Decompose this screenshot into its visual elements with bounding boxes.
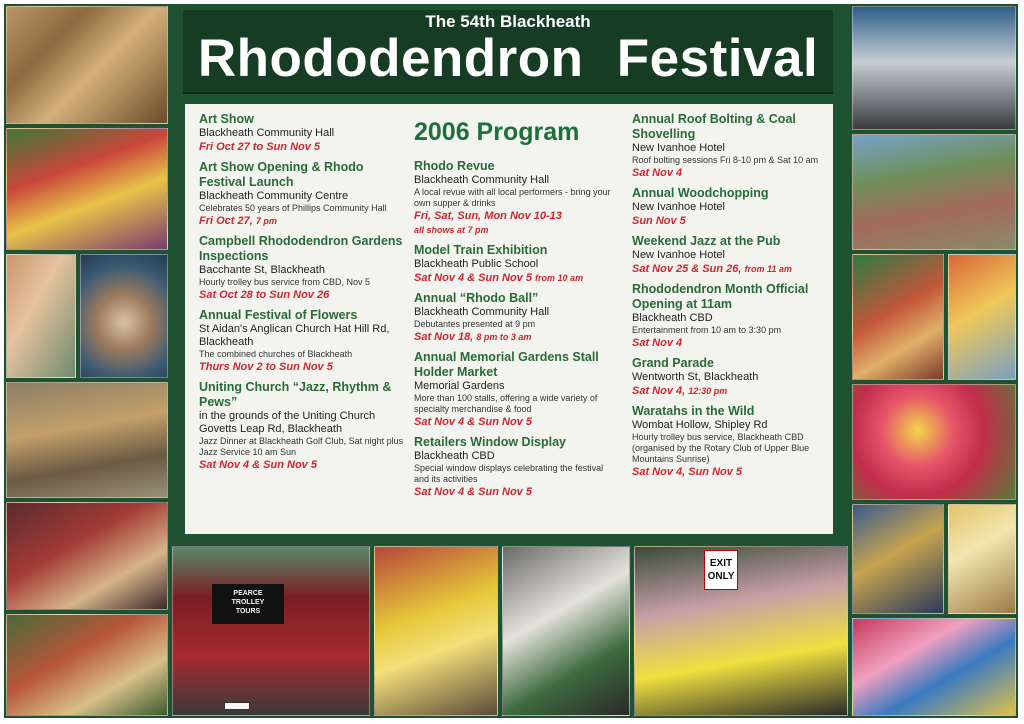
event-date: Sat Nov 4 & Sun Nov 5 bbox=[199, 459, 317, 471]
event-note: Hourly trolley bus service, Blackheath CBD (organised by the Rotary Club of Upper Blue Mountains Sunrise) bbox=[632, 432, 810, 464]
event-item bbox=[632, 356, 828, 398]
festival-subtitle: The 54th Blackheath bbox=[425, 12, 591, 31]
toy-car-photo bbox=[634, 546, 848, 716]
event-venue: Blackheath Public School bbox=[414, 258, 539, 270]
festival-header bbox=[183, 10, 833, 94]
child-firefighters-photo bbox=[374, 546, 498, 716]
tuba-player-photo bbox=[852, 504, 944, 614]
event-venue: New Ivanhoe Hotel bbox=[632, 142, 725, 154]
event-date: Sat Nov 4 & Sun Nov 5 from 10 am bbox=[414, 272, 584, 284]
event-venue: Blackheath Community Hall bbox=[199, 127, 335, 139]
event-note: Special window displays celebrating the festival and its activities bbox=[414, 463, 604, 484]
event-date: Fri Oct 27 to Sun Nov 5 bbox=[199, 141, 321, 153]
dogs-parade-photo bbox=[6, 382, 168, 498]
event-title: Weekend Jazz at the Pub bbox=[632, 234, 781, 248]
event-date: Sun Nov 5 bbox=[632, 215, 686, 227]
trolley-tours-sign: PEARCE TROLLEY TOURS bbox=[212, 584, 284, 624]
event-title: Campbell Rhododendron Gardens Inspections bbox=[199, 234, 403, 263]
program-title: 2006 Program bbox=[414, 118, 580, 146]
event-venue: New Ivanhoe Hotel bbox=[632, 201, 725, 213]
event-item bbox=[632, 112, 828, 180]
event-note: Debutantes presented at 9 pm bbox=[414, 319, 536, 329]
children-parade-photo bbox=[6, 128, 168, 250]
event-item bbox=[199, 160, 404, 228]
parade-float-photo bbox=[852, 618, 1016, 716]
event-time: all shows at 7 pm bbox=[414, 225, 489, 235]
event-note: Celebrates 50 years of Phillips Community Hall bbox=[199, 203, 387, 213]
program-column-1 bbox=[199, 112, 404, 478]
event-title: Art Show Opening & Rhodo Festival Launch bbox=[199, 160, 364, 189]
event-item bbox=[199, 112, 404, 154]
event-venue: Blackheath Community Hall bbox=[414, 306, 550, 318]
decorated-truck-photo bbox=[852, 6, 1016, 130]
event-item bbox=[414, 291, 614, 344]
event-date: Sat Nov 4 & Sun Nov 5 bbox=[414, 416, 532, 428]
event-title: Uniting Church “Jazz, Rhythm & Pews” bbox=[199, 380, 392, 409]
event-title: Rhododendron Month Official Opening at 11am bbox=[632, 282, 809, 311]
event-date: Sat Nov 4, 12:30 pm bbox=[632, 385, 728, 397]
event-title: Model Train Exhibition bbox=[414, 243, 548, 257]
face-painted-girl-photo bbox=[6, 254, 76, 378]
event-note: More than 100 stalls, offering a wide variety of specialty merchandise & food bbox=[414, 393, 598, 414]
event-date: Sat Nov 4 bbox=[632, 167, 683, 179]
event-note: A local revue with all local performers - bring your own supper & drinks bbox=[414, 187, 611, 208]
event-title: Annual Woodchopping bbox=[632, 186, 769, 200]
event-title: Art Show bbox=[199, 112, 254, 126]
event-date: Sat Nov 25 & Sun 26, from 11 am bbox=[632, 263, 792, 275]
event-title: Annual Festival of Flowers bbox=[199, 308, 358, 322]
event-venue: New Ivanhoe Hotel bbox=[632, 249, 725, 261]
event-date: Sat Nov 4 & Sun Nov 5 bbox=[414, 486, 532, 498]
event-note: Entertainment from 10 am to 3:30 pm bbox=[632, 325, 782, 335]
event-venue: in the grounds of the Uniting Church Govetts Leap Rd, Blackheath bbox=[199, 410, 376, 435]
art-show-photo bbox=[6, 6, 168, 124]
event-venue: Bacchante St, Blackheath bbox=[199, 264, 325, 276]
event-date: Fri Oct 27, 7 pm bbox=[199, 215, 277, 227]
award-presentation-photo bbox=[502, 546, 630, 716]
event-venue: Wombat Hollow, Shipley Rd bbox=[632, 419, 768, 431]
event-item bbox=[632, 282, 828, 350]
event-title: Annual Memorial Gardens Stall Holder Market bbox=[414, 350, 599, 379]
event-title: Annual “Rhodo Ball” bbox=[414, 291, 539, 305]
program-column-2 bbox=[414, 112, 614, 505]
program-column-3 bbox=[632, 112, 828, 485]
event-item bbox=[414, 159, 614, 237]
event-item bbox=[414, 435, 614, 499]
event-title: Rhodo Revue bbox=[414, 159, 495, 173]
event-venue: St Aidan's Anglican Church Hat Hill Rd, Blackheath bbox=[199, 323, 390, 348]
event-date: Fri, Sat, Sun, Mon Nov 10-13 bbox=[414, 210, 562, 222]
trolley-bus-photo bbox=[172, 546, 370, 716]
boy-face-paint-photo bbox=[948, 254, 1016, 380]
event-item bbox=[199, 380, 404, 472]
dancer-photo bbox=[852, 254, 944, 380]
event-date: Sat Nov 4, Sun Nov 5 bbox=[632, 466, 743, 478]
event-title: Annual Roof Bolting & Coal Shovelling bbox=[632, 112, 796, 141]
event-item bbox=[199, 308, 404, 374]
event-item bbox=[414, 243, 614, 285]
event-venue: Wentworth St, Blackheath bbox=[632, 371, 759, 383]
event-venue: Blackheath CBD bbox=[414, 450, 495, 462]
street-crowd-photo bbox=[852, 134, 1016, 250]
glass-art-photo bbox=[80, 254, 168, 378]
event-date: Sat Nov 18, 8 pm to 3 am bbox=[414, 331, 532, 343]
event-venue: Memorial Gardens bbox=[414, 380, 505, 392]
event-note: The combined churches of Blackheath bbox=[199, 349, 353, 359]
event-item bbox=[199, 234, 404, 302]
event-item bbox=[632, 404, 828, 479]
event-title: Grand Parade bbox=[632, 356, 714, 370]
event-note: Hourly trolley bus service from CBD, Nov 5 bbox=[199, 277, 371, 287]
rhododendron-flowers-photo bbox=[852, 384, 1016, 500]
event-venue: Blackheath CBD bbox=[632, 312, 713, 324]
festival-title: Rhododendron Festival bbox=[197, 29, 819, 88]
scouts-photo bbox=[6, 614, 168, 716]
event-item bbox=[632, 186, 828, 228]
bus-number-plate bbox=[224, 702, 250, 710]
event-title: Waratahs in the Wild bbox=[632, 404, 755, 418]
event-venue: Blackheath Community Hall bbox=[414, 174, 550, 186]
festival-queen-photo bbox=[948, 504, 1016, 614]
event-date: Thurs Nov 2 to Sun Nov 5 bbox=[199, 361, 333, 373]
program-panel bbox=[185, 104, 833, 534]
event-venue: Blackheath Community Centre bbox=[199, 190, 349, 202]
event-date: Sat Nov 4 bbox=[632, 337, 683, 349]
event-note: Roof bolting sessions Fri 8-10 pm & Sat 10 am bbox=[632, 155, 819, 165]
event-title: Retailers Window Display bbox=[414, 435, 567, 449]
musicians-photo bbox=[6, 502, 168, 610]
event-item bbox=[414, 350, 614, 429]
exit-only-sign: EXIT ONLY bbox=[704, 550, 738, 590]
event-item bbox=[632, 234, 828, 276]
event-note: Jazz Dinner at Blackheath Golf Club, Sat night plus Jazz Service 10 am Sun bbox=[199, 436, 404, 457]
event-date: Sat Oct 28 to Sun Nov 26 bbox=[199, 289, 330, 301]
